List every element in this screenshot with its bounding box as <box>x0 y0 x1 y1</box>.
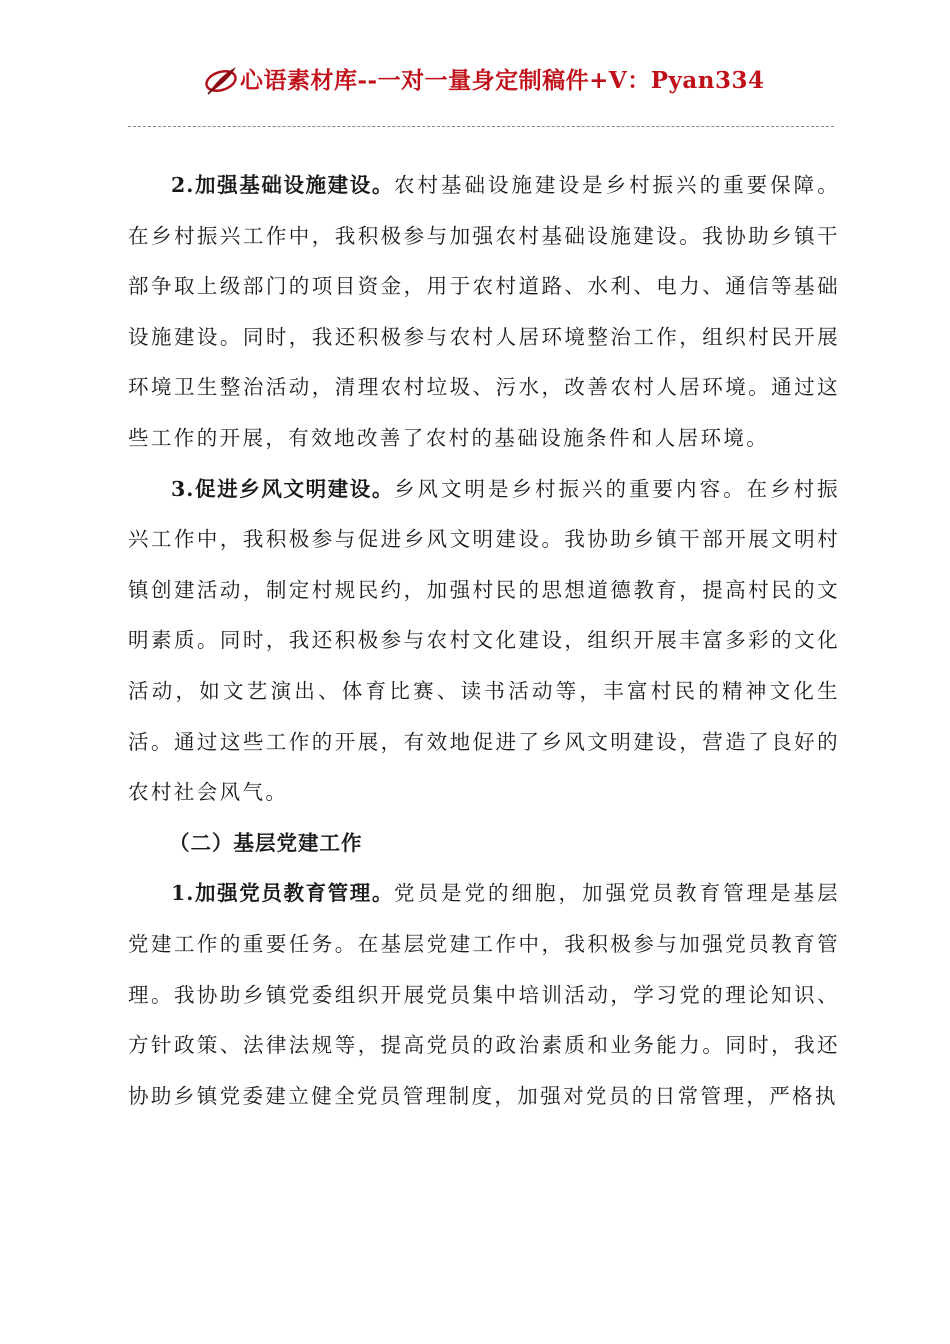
quill-pen-logo-icon <box>203 64 239 96</box>
paragraph-text: 农村基础设施建设是乡村振兴的重要保障。在乡村振兴工作中，我积极参与加强农村基础设施建设。我协助乡镇干部争取上级部门的项目资金，用于农村道路、水利、电力、通信等基础设施建设。同时，我还积极参与农村人居环境整治工作，组织村民开展环境卫生整治活动，清理农村垃圾、污水，改善农村人居环境。通过这些工作的开展，有效地改善了农村的基础设施条件和人居环境。 <box>128 173 840 450</box>
paragraph-party-member-education <box>128 868 840 1121</box>
paragraph-text: 乡风文明是乡村振兴的重要内容。在乡村振兴工作中，我积极参与促进乡风文明建设。我协助乡镇干部开展文明村镇创建活动，制定村规民约，加强村民的思想道德教育，提高村民的文明素质。同时，我还积极参与农村文化建设，组织开展丰富多彩的文化活动，如文艺演出、体育比赛、读书活动等，丰富村民的精神文化生活。通过这些工作的开展，有效地促进了乡风文明建设，营造了良好的农村社会风气。 <box>128 476 840 805</box>
header-title: 心语素材库--一对一量身定制稿件+V：Pyan334 <box>240 67 765 94</box>
paragraph-civilization <box>128 464 840 818</box>
document-body <box>128 160 840 1121</box>
paragraph-text: 党员是党的细胞，加强党员教育管理是基层党建工作的重要任务。在基层党建工作中，我积极参与加强党员教育管理。我协助乡镇党委组织开展党员集中培训活动，学习党的理论知识、方针政策、法律法规等，提高党员的政治素质和业务能力。同时，我还协助乡镇党委建立健全党员管理制度，加强对党员的日常管理，严格执 <box>128 881 840 1108</box>
header-divider <box>128 126 834 127</box>
page-header <box>0 62 950 102</box>
paragraph-lead: 1.加强党员教育管理。 <box>171 881 394 906</box>
paragraph-infrastructure <box>128 160 840 464</box>
paragraph-lead: 3.促进乡风文明建设。 <box>171 476 394 501</box>
section-heading: （二）基层党建工作 <box>169 830 363 855</box>
paragraph-lead: 2.加强基础设施建设。 <box>171 173 394 197</box>
